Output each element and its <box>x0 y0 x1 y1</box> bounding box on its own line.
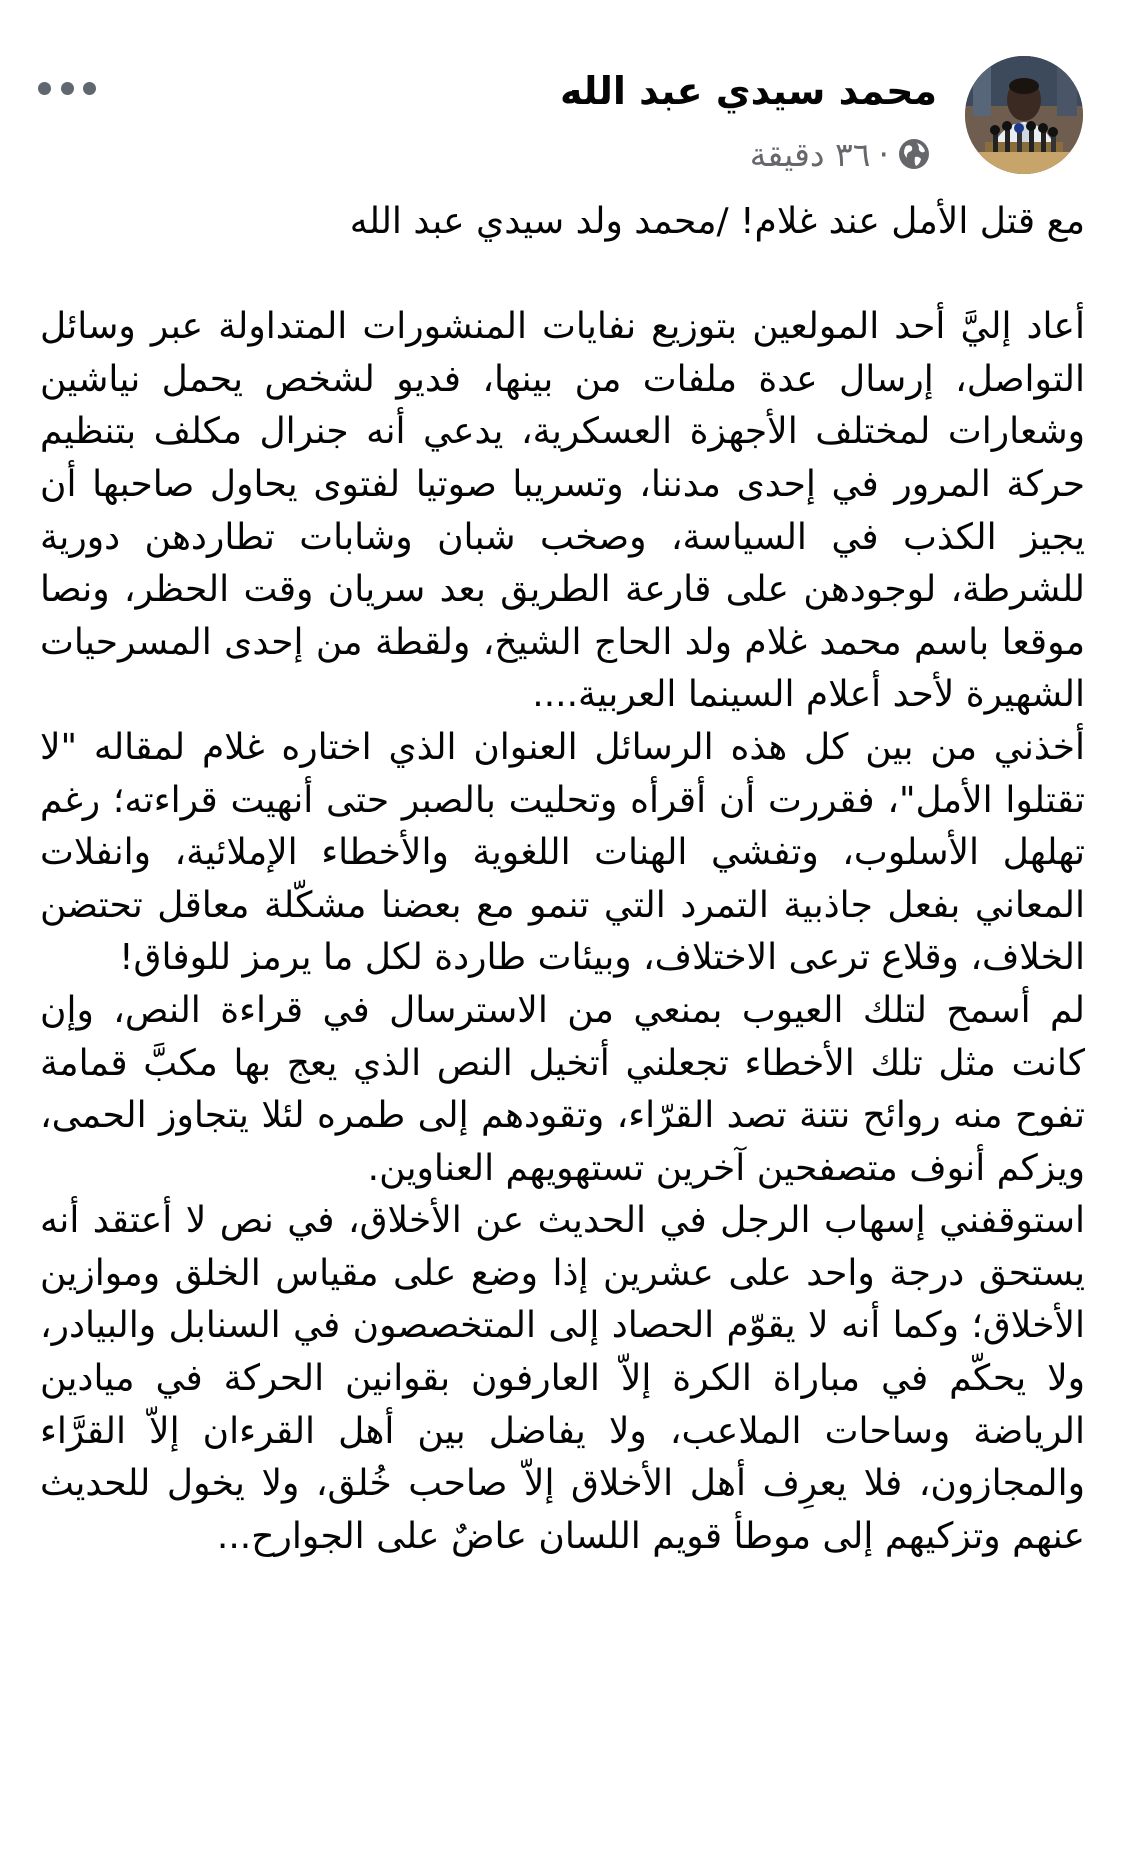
more-dot <box>38 82 51 95</box>
globe-icon[interactable] <box>897 137 931 171</box>
author-name[interactable]: محمد سيدي عبد الله <box>560 69 937 113</box>
post-title-line: مع قتل الأمل عند غلام! /محمد ولد سيدي عبد الله <box>349 201 1085 242</box>
post-text <box>28 196 1085 1563</box>
post-paragraph-4: استوقفني إسهاب الرجل في الحديث عن الأخلاق، في نص لا أعتقد أنه يستحق درجة واحد على عشرين إذا وضع على مقياس الخلق وموازين الأخلاق؛ وكما أنه لا يقوّم الحصاد إلى المتخصصون في السنابل والبيادر، ولا يحكّم في مباراة الكرة إلاّ العارفون بقوانين الحركة في ميادين الرياضة وساحات الملاعب، ولا يفاضل بين أهل القرءان إلاّ القرَّاء والمجازون، فلا يعرِف أهل الأخلاق إلاّ صاحب خُلق، ولا يخول للحديث عنهم وتزكيهم إلى موطأ قويم اللسان عاضٌ على الجوارح... <box>28 1200 1085 1557</box>
paragraph-gap <box>40 249 1085 302</box>
post-timestamp[interactable]: ٣٦ دقيقة <box>749 134 871 174</box>
author-avatar[interactable] <box>965 56 1083 174</box>
more-options-icon[interactable] <box>38 68 96 108</box>
post-paragraph-2: أخذني من بين كل هذه الرسائل العنوان الذي اختاره غلام لمقاله "لا تقتلوا الأمل"، فقررت أن أقرأه وتحليت بالصبر حتى أنهيت قراءته؛ رغم تهلهل الأسلوب، وتفشي الهنات اللغوية والأخطاء الإملائية، وانفلات المعاني بفعل جاذبية التمرد التي تنمو مع بعضنا مشكّلة معاقل تحتضن الخلاف، وقلاع ترعى الاختلاف، وبيئات طاردة لكل ما يرمز للوفاق! <box>28 726 1085 979</box>
more-dot <box>61 82 74 95</box>
more-dot <box>83 82 96 95</box>
post-meta <box>750 132 937 176</box>
meta-separator: · <box>878 134 889 174</box>
profile-avatar-image <box>965 56 1083 174</box>
post-paragraph-3: لم أسمح لتلك العيوب بمنعي من الاسترسال في قراءة النص، وإن كانت مثل تلك الأخطاء تجعلني أتخيل النص الذي يعج بها مكبَّ قمامة تفوح منه روائح نتنة تصد القرّاء، وتقودهم إلى طمره لئلا يتجاوز الحمى، ويزكم أنوف متصفحين آخرين تستهويهم العناوين. <box>28 989 1085 1189</box>
post-header <box>0 44 1125 184</box>
post-paragraph-1: أعاد إليَّ أحد المولعين بتوزيع نفايات المنشورات المتداولة عبر وسائل التواصل، إرسال عدة ملفات من بينها، فديو لشخص يحمل نياشين وشعارات لمختلف الأجهزة العسكرية، يدعي أنه جنرال مكلف بتنظيم حركة المرور في إحدى مدننا، وتسريبا صوتيا لفتوى يحاول صاحبها أن يجيز الكذب في السياسة، وصخب شبان وشابات تطاردهن دورية للشرطة، لوجودهن على قارعة الطريق بعد سريان وقت الحظر، ونصا موقعا باسم محمد غلام ولد الحاج الشيخ، ولقطة من إحدى المسرحيات الشهيرة لأحد أعلام السينما العربية.... <box>28 306 1085 716</box>
